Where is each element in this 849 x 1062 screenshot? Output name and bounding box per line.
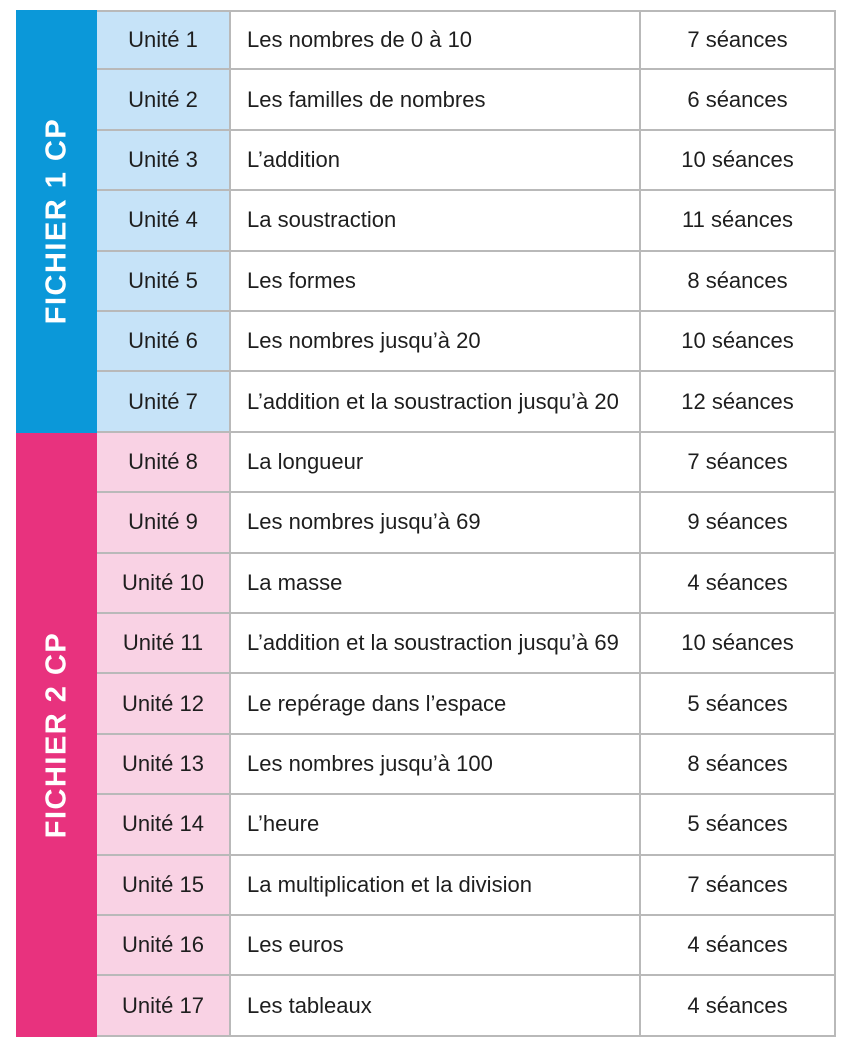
- progression-table: [16, 10, 836, 1037]
- unit-cell: Unité 15: [97, 856, 231, 916]
- table-row: [97, 131, 836, 191]
- unit-cell: Unité 16: [97, 916, 231, 976]
- unit-cell: Unité 9: [97, 493, 231, 553]
- sessions-cell: 4 séances: [641, 976, 836, 1036]
- topic-cell: L’addition et la soustraction jusqu’à 69: [231, 614, 641, 674]
- topic-cell: La soustraction: [231, 191, 641, 251]
- sessions-cell: 9 séances: [641, 493, 836, 553]
- unit-cell: Unité 7: [97, 372, 231, 432]
- table-row: [97, 70, 836, 130]
- topic-cell: Le repérage dans l’espace: [231, 674, 641, 734]
- unit-cell: Unité 2: [97, 70, 231, 130]
- unit-cell: Unité 3: [97, 131, 231, 191]
- sessions-cell: 7 séances: [641, 10, 836, 70]
- table-row: [97, 493, 836, 553]
- table-row: [97, 252, 836, 312]
- sessions-cell: 7 séances: [641, 856, 836, 916]
- topic-cell: La masse: [231, 554, 641, 614]
- topic-cell: Les formes: [231, 252, 641, 312]
- table-row: [97, 856, 836, 916]
- table-row: [97, 976, 836, 1036]
- sessions-cell: 10 séances: [641, 614, 836, 674]
- topic-cell: Les tableaux: [231, 976, 641, 1036]
- table-row: [97, 312, 836, 372]
- table-row: [97, 191, 836, 251]
- unit-cell: Unité 12: [97, 674, 231, 734]
- topic-cell: La multiplication et la division: [231, 856, 641, 916]
- topic-cell: Les nombres jusqu’à 69: [231, 493, 641, 553]
- table-row: [97, 916, 836, 976]
- topic-cell: L’addition et la soustraction jusqu’à 20: [231, 372, 641, 432]
- topic-cell: Les nombres jusqu’à 100: [231, 735, 641, 795]
- table-row: [97, 10, 836, 70]
- sessions-cell: 4 séances: [641, 916, 836, 976]
- topic-cell: L’heure: [231, 795, 641, 855]
- sessions-cell: 10 séances: [641, 312, 836, 372]
- unit-cell: Unité 5: [97, 252, 231, 312]
- sessions-cell: 10 séances: [641, 131, 836, 191]
- topic-cell: Les nombres de 0 à 10: [231, 10, 641, 70]
- units-grid: [97, 10, 836, 1037]
- sessions-cell: 6 séances: [641, 70, 836, 130]
- unit-cell: Unité 13: [97, 735, 231, 795]
- group-band-fichier-1: [16, 10, 97, 433]
- topic-cell: L’addition: [231, 131, 641, 191]
- table-row: [97, 795, 836, 855]
- sessions-cell: 12 séances: [641, 372, 836, 432]
- unit-cell: Unité 4: [97, 191, 231, 251]
- topic-cell: Les nombres jusqu’à 20: [231, 312, 641, 372]
- sessions-cell: 8 séances: [641, 252, 836, 312]
- unit-cell: Unité 17: [97, 976, 231, 1036]
- unit-cell: Unité 11: [97, 614, 231, 674]
- topic-cell: Les familles de nombres: [231, 70, 641, 130]
- group-band-fichier-2: [16, 433, 97, 1037]
- table-row: [97, 554, 836, 614]
- unit-cell: Unité 14: [97, 795, 231, 855]
- sessions-cell: 7 séances: [641, 433, 836, 493]
- topic-cell: La longueur: [231, 433, 641, 493]
- unit-cell: Unité 8: [97, 433, 231, 493]
- table-row: [97, 674, 836, 734]
- topic-cell: Les euros: [231, 916, 641, 976]
- sessions-cell: 4 séances: [641, 554, 836, 614]
- table-row: [97, 433, 836, 493]
- table-row: [97, 735, 836, 795]
- group-label-fichier-2: FICHIER 2 CP: [40, 631, 72, 839]
- table-row: [97, 372, 836, 432]
- unit-cell: Unité 1: [97, 10, 231, 70]
- unit-cell: Unité 10: [97, 554, 231, 614]
- sessions-cell: 8 séances: [641, 735, 836, 795]
- sessions-cell: 5 séances: [641, 795, 836, 855]
- table-row: [97, 614, 836, 674]
- sessions-cell: 11 séances: [641, 191, 836, 251]
- group-label-fichier-1: FICHIER 1 CP: [40, 118, 72, 325]
- unit-cell: Unité 6: [97, 312, 231, 372]
- sessions-cell: 5 séances: [641, 674, 836, 734]
